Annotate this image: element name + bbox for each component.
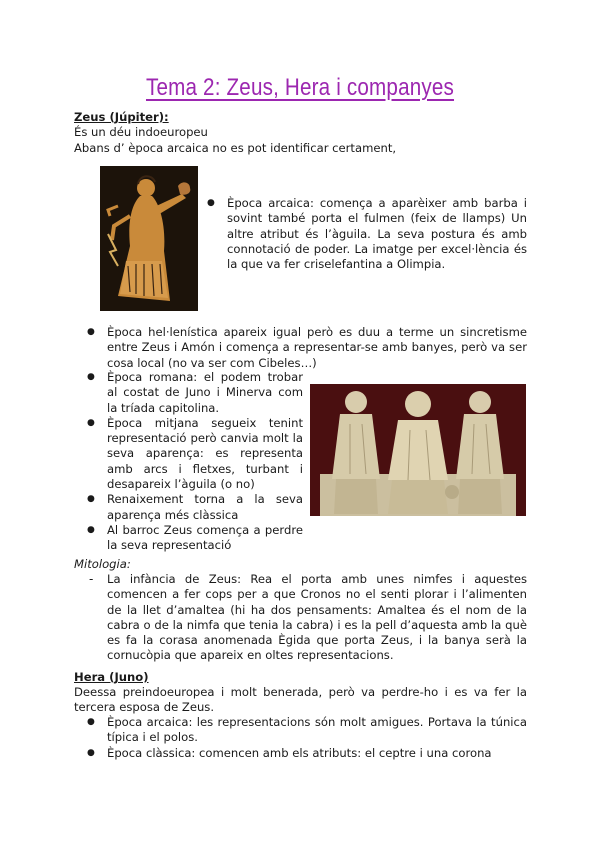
zeus-vase-image (100, 166, 198, 311)
list-item: ● Època arcaica: les representacions són molt amigues. Portava la túnica típica i el polos. (85, 715, 527, 746)
capitoline-triad-image (310, 384, 526, 516)
list-item: ● Renaixement torna a la seva aparença més clàssica (85, 492, 303, 523)
list-item: ● Al barroc Zeus comença a perdre la seva representació (85, 523, 303, 554)
mythology-heading: Mitologia: (74, 557, 131, 571)
hera-heading: Hera (Juno) (74, 670, 149, 684)
periods-list (85, 370, 303, 554)
zeus-intro-2: Abans d’ època arcaica no es pot identificar certament, (74, 141, 397, 155)
archaic-list (205, 196, 527, 272)
hera-intro: Deessa preindoeuropea i molt benerada, però va perdre-ho i es va fer la tercera esposa de Zeus. (74, 685, 527, 715)
hera-list (85, 715, 527, 761)
zeus-heading: Zeus (Júpiter): (74, 110, 169, 124)
list-item: ● Època arcaica: comença a aparèixer amb barba i sovint també porta el fulmen (feix de llamps) Un altre atribut és l’àguila. La seva postura és amb connotació de poder. La imatge per excel·lència és la que va fer criselefantina a Olimpia. (205, 196, 527, 272)
list-item: ● Època mitjana segueix tenint representació però canvia molt la seva aparença: es representa amb arcs i fletxes, turbant i desapareix l’àguila (o no) (85, 416, 303, 492)
page-title: Tema 2: Zeus, Hera i companyes (145, 74, 455, 101)
list-item: ● Època romana: el podem trobar al costat de Juno i Minerva com la tríada capitolina. (85, 370, 303, 416)
list-item: ● Època clàssica: comencen amb els atributs: el ceptre i una corona (85, 746, 527, 761)
list-item: ● Època hel·lenística apareix igual però es duu a terme un sincretisme entre Zeus i Amón i comença a representar-se amb banyes, però va ser cosa local (no va ser com Cibeles…) (85, 325, 527, 371)
mythology-list (85, 572, 527, 664)
hellenistic-list (85, 325, 527, 371)
list-item: - La infància de Zeus: Rea el porta amb unes nimfes i aquestes comencen a fer cops per a que Cronos no el senti plorar i l’alimenten de la llet d’amaltea (hi ha dos pensaments: Amaltea és el nom de la cabra o de la nimfa que tenia la cabra) i es la pell d’aquesta amb la què es fa la corasa anomenada Ègida que porta Zeus, i la banya serà la cornucòpia que apareix en oltes representacions. (85, 572, 527, 664)
zeus-intro-1: És un déu indoeuropeu (74, 125, 208, 139)
